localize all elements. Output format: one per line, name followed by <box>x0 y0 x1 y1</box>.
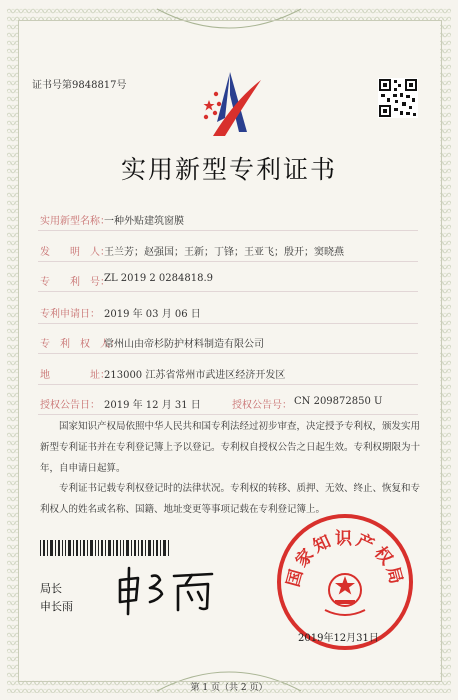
seal-date: 2019年12月31日 <box>298 633 379 644</box>
field-label: 地 址： <box>40 370 110 381</box>
field-value: CN 209872850 U <box>294 396 383 407</box>
signature-name: 申长雨 <box>40 600 73 613</box>
divider <box>38 414 418 415</box>
divider <box>38 291 418 292</box>
field-value: 常州山由帝杉防护材料制造有限公司 <box>104 339 264 350</box>
field-label: 专 利 权 人： <box>40 339 120 350</box>
field-value: 一种外贴建筑窗膜 <box>104 216 184 227</box>
qr-code <box>378 78 418 118</box>
field-value: 2019 年 03 月 06 日 <box>104 309 201 320</box>
page-footer: 第 1 页（共 2 页） <box>190 683 268 693</box>
divider <box>38 353 418 354</box>
field-value: ZL 2019 2 0284818.9 <box>104 273 214 284</box>
field-label: 专利申请日： <box>40 309 100 320</box>
statement-paragraph: 国家知识产权局依照中华人民共和国专利法经过初步审查，决定授予专利权，颁发实用新型专利证书并在专利登记簿上予以登记。专利权自授权公告之日起生效。专利权期限为十年，自申请日起算。 <box>40 421 421 474</box>
field-value: 王兰芳；赵强国；王新；丁锋；王亚飞；殷开；窦晓燕 <box>104 247 344 258</box>
seal-text: 国家知识产权局 <box>283 529 407 589</box>
signature-title: 局长 <box>40 582 62 595</box>
field-label: 专 利 号： <box>40 277 110 288</box>
divider <box>38 261 418 262</box>
field-label: 授权公告日： <box>40 400 100 411</box>
barcode <box>40 540 170 556</box>
statement-paragraph: 专利证书记载专利权登记时的法律状况。专利权的转移、质押、无效、终止、恢复和专利权人的姓名或名称、国籍、地址变更等事项记载在专利登记簿上。 <box>40 483 421 515</box>
handwritten-signature <box>112 562 222 617</box>
certificate-title: 实用新型专利证书 <box>120 155 337 184</box>
field-label: 实用新型名称： <box>40 216 110 227</box>
field-label: 授权公告号： <box>232 400 292 411</box>
divider <box>38 230 418 231</box>
cnipa-logo-icon <box>195 70 265 140</box>
field-value: 2019 年 12 月 31 日 <box>104 400 201 411</box>
field-label: 发 明 人： <box>40 247 110 258</box>
divider <box>38 384 418 385</box>
divider <box>38 323 418 324</box>
field-value: 213000 江苏省常州市武进区经济开发区 <box>104 370 286 381</box>
certificate-number: 证书号第9848817号 <box>32 80 127 91</box>
